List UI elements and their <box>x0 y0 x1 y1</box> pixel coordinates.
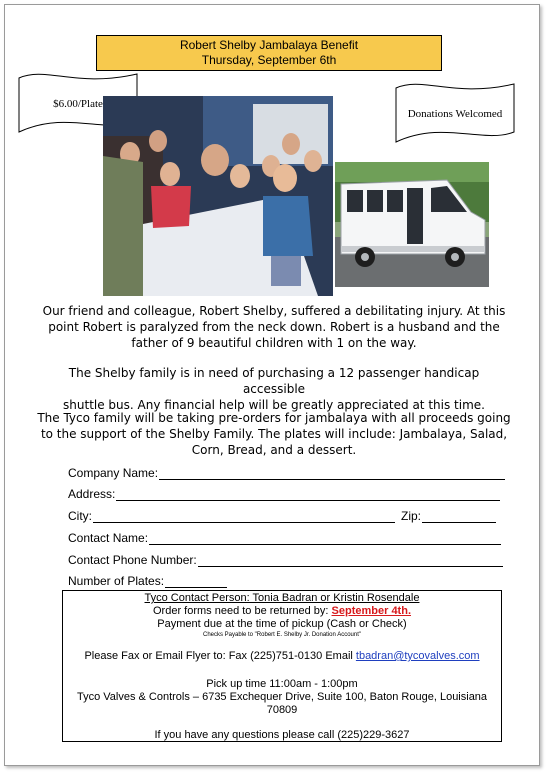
address-field[interactable] <box>116 489 500 501</box>
event-date: Thursday, September 6th <box>201 53 337 67</box>
company-field[interactable] <box>159 468 505 480</box>
plates-row <box>68 572 227 588</box>
payment-line: Payment due at the time of pickup (Cash or Check) <box>157 618 407 630</box>
story-line: father of 9 beautiful children with 1 on the way. <box>131 336 417 350</box>
city-label: City: <box>68 509 92 523</box>
need-line: shuttle bus. Any financial help will be greatly appreciated at this time. <box>63 398 485 412</box>
email-link[interactable]: tbadran@tycovalves.com <box>355 650 480 662</box>
contact-name-row <box>68 529 501 545</box>
contact-info-box <box>62 590 502 742</box>
pickup-address: Tyco Valves & Controls – 6735 Exchequer Drive, Suite 100, Baton Rouge, Louisiana 70809 <box>76 691 488 716</box>
order-return-line <box>63 605 501 618</box>
donations-label: Donations Welcomed <box>407 108 503 120</box>
zip-label: Zip: <box>401 509 422 523</box>
company-label: Company Name: <box>68 466 159 480</box>
contact-phone-row <box>68 551 503 567</box>
story-line: Our friend and colleague, Robert Shelby, suffered a debilitating injury. At this <box>42 304 506 318</box>
need-paragraph <box>36 365 512 413</box>
city-field[interactable] <box>93 511 395 523</box>
contact-phone-label: Contact Phone Number: <box>68 553 197 567</box>
zip-field[interactable] <box>422 511 496 523</box>
preorder-line: The Tyco family will be taking pre-orders for jambalaya with all proceeds going <box>37 411 511 425</box>
family-photo <box>103 96 333 296</box>
contact-name-label: Contact Name: <box>68 531 149 545</box>
contact-phone-field[interactable] <box>198 555 503 567</box>
fax-email-text: Please Fax or Email Flyer to: Fax (225)751-0130 Email <box>84 650 356 662</box>
preorder-paragraph <box>36 410 512 458</box>
donations-banner <box>393 80 517 150</box>
order-return-date: September 4th. <box>331 605 411 617</box>
checks-payable-line: Checks Payable to "Robert E. Shelby Jr. Donation Account" <box>202 632 361 638</box>
address-label: Address: <box>68 487 116 501</box>
shuttle-bus-photo <box>335 162 489 287</box>
company-row <box>68 464 505 480</box>
event-title: Robert Shelby Jambalaya Benefit <box>179 38 359 52</box>
event-title-box <box>96 35 442 71</box>
contact-person: Tyco Contact Person: Tonia Badran or Kristin Rosendale <box>144 592 420 604</box>
price-label: $6.00/Plate <box>53 98 103 110</box>
address-row <box>68 485 500 501</box>
plates-field[interactable] <box>165 576 227 588</box>
preorder-line: Corn, Bread, and a dessert. <box>191 443 357 457</box>
order-return-text: Order forms need to be returned by: <box>152 605 332 617</box>
preorder-line: to the support of the Shelby Family. The plates will include: Jambalaya, Salad, <box>40 427 508 441</box>
questions-line: If you have any questions please call (225)229-3627 <box>154 729 410 741</box>
story-paragraph <box>36 303 512 351</box>
city-row <box>68 507 496 523</box>
plates-label: Number of Plates: <box>68 574 165 588</box>
contact-name-field[interactable] <box>149 533 501 545</box>
story-line: point Robert is paralyzed from the neck down. Robert is a husband and the <box>48 320 500 334</box>
need-line: The Shelby family is in need of purchasing a 12 passenger handicap accessible <box>68 366 480 396</box>
fax-email-line <box>63 650 501 663</box>
pickup-time: Pick up time 11:00am - 1:00pm <box>206 678 358 690</box>
